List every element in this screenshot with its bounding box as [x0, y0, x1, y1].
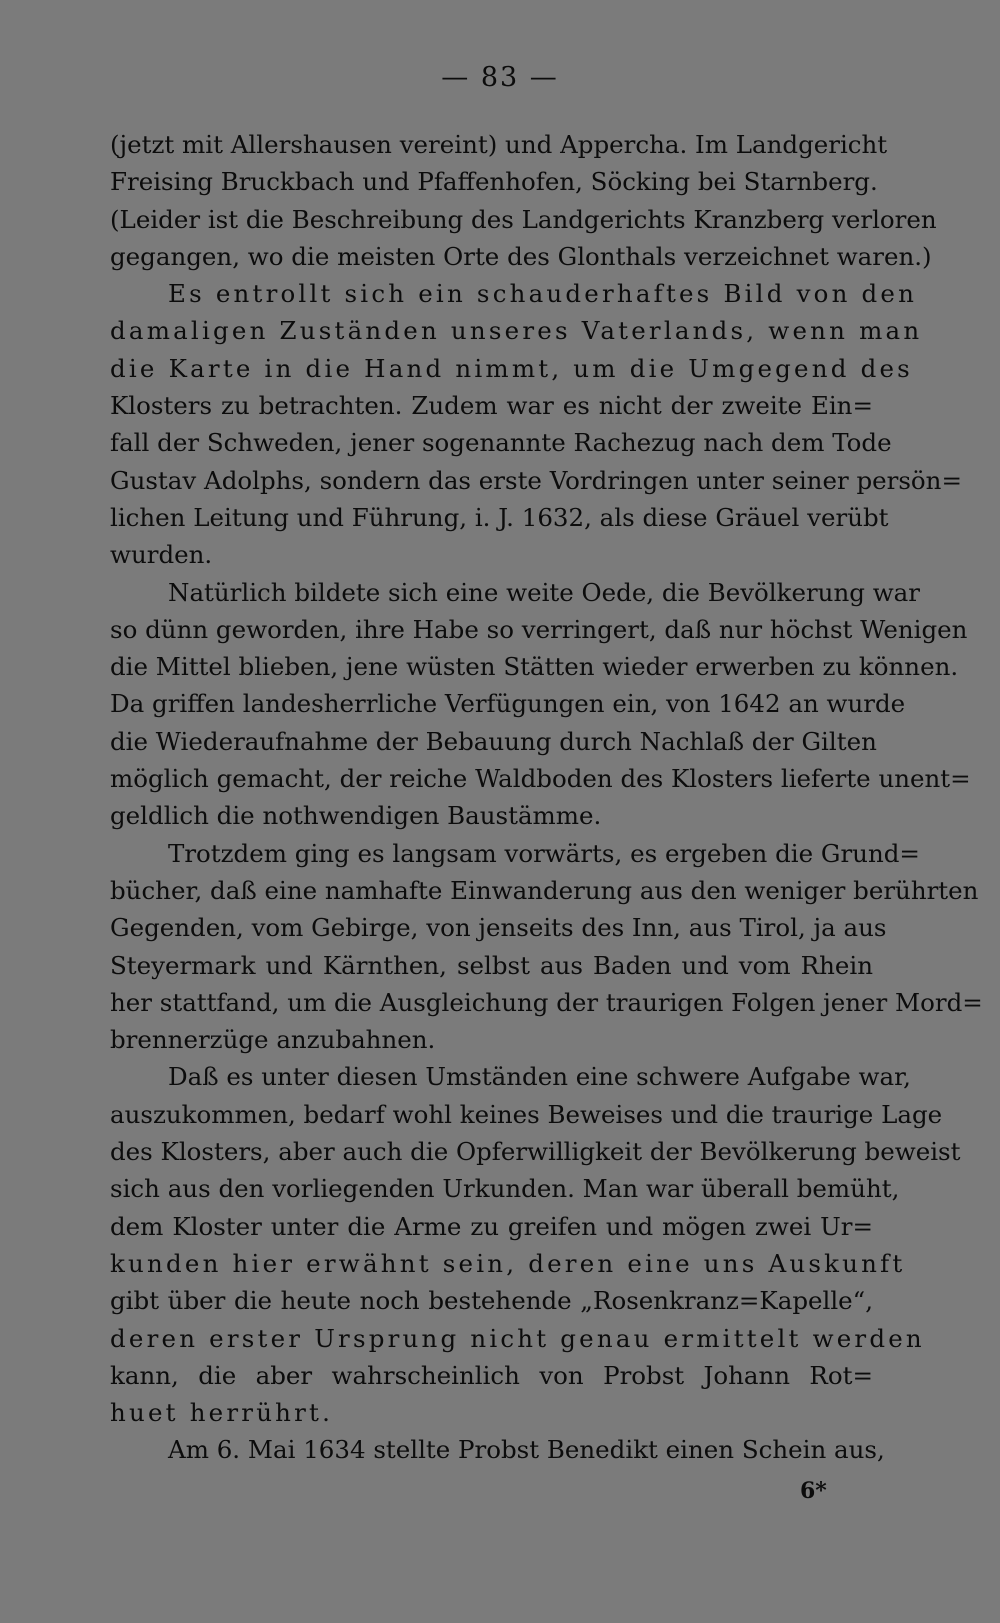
- text-line: kann, die aber wahrscheinlich von Probst Johann Rot=: [110, 1360, 873, 1390]
- body-text: [110, 126, 983, 1469]
- text-line: die Mittel blieben, jene wüsten Stätten wieder erwerben zu können.: [110, 652, 959, 682]
- text-line: her stattfand, um die Ausgleichung der traurigen Folgen jener Mord=: [110, 987, 983, 1017]
- text-line: damaligen Zuständen unseres Vaterlands, wenn man: [110, 316, 923, 346]
- text-line: Freising Bruckbach und Pfaffenhofen, Söcking bei Starnberg.: [110, 167, 878, 197]
- text-line: gegangen, wo die meisten Orte des Glonthals verzeichnet waren.): [110, 241, 932, 271]
- text-line: Klosters zu betrachten. Zudem war es nicht der zweite Ein=: [110, 391, 873, 421]
- text-line: (Leider ist die Beschreibung des Landgerichts Kranzberg verloren: [110, 204, 937, 234]
- text-line: sich aus den vorliegenden Urkunden. Man war überall bemüht,: [110, 1174, 900, 1204]
- text-line: deren erster Ursprung nicht genau ermittelt werden: [110, 1323, 925, 1353]
- text-line: auszukommen, bedarf wohl keines Beweises und die traurige Lage: [110, 1099, 943, 1129]
- text-line: Trotzdem ging es langsam vorwärts, es ergeben die Grund=: [168, 838, 920, 868]
- text-line: bücher, daß eine namhafte Einwanderung aus den weniger berührten: [110, 875, 979, 905]
- text-line: kunden hier erwähnt sein, deren eine uns Auskunft: [110, 1248, 906, 1278]
- text-line: Daß es unter diesen Umständen eine schwere Aufgabe war,: [168, 1062, 911, 1092]
- text-line: Gegenden, vom Gebirge, von jenseits des Inn, aus Tirol, ja aus: [110, 913, 887, 943]
- text-line: die Karte in die Hand nimmt, um die Umgegend des: [110, 353, 913, 383]
- signature-mark: 6*: [800, 1478, 827, 1504]
- text-line: die Wiederaufnahme der Bebauung durch Nachlaß der Gilten: [110, 726, 877, 756]
- text-line: Da griffen landesherrliche Verfügungen ein, von 1642 an wurde: [110, 689, 906, 719]
- text-line: Natürlich bildete sich eine weite Oede, die Bevölkerung war: [168, 577, 920, 607]
- text-line: brennerzüge anzubahnen.: [110, 1025, 436, 1055]
- text-line: Es entrollt sich ein schauderhaftes Bild von den: [168, 279, 918, 309]
- text-line: möglich gemacht, der reiche Waldboden des Klosters lieferte unent=: [110, 764, 971, 794]
- text-line: Am 6. Mai 1634 stellte Probst Benedikt einen Schein aus,: [168, 1435, 885, 1465]
- text-line: (jetzt mit Allershausen vereint) und Appercha. Im Landgericht: [110, 130, 888, 159]
- page-number: — 83 —: [441, 62, 559, 93]
- text-line: Gustav Adolphs, sondern das erste Vordringen unter seiner persön=: [110, 465, 962, 495]
- text-line: fall der Schweden, jener sogenannte Rachezug nach dem Tode: [110, 428, 892, 458]
- text-line: dem Kloster unter die Arme zu greifen und mögen zwei Ur=: [110, 1211, 873, 1241]
- text-line: gibt über die heute noch bestehende „Rosenkranz=Kapelle“,: [110, 1286, 873, 1316]
- text-line: so dünn geworden, ihre Habe so verringert, daß nur höchst Wenigen: [110, 614, 968, 644]
- text-line: wurden.: [110, 540, 213, 570]
- text-line: des Klosters, aber auch die Opferwilligkeit der Bevölkerung beweist: [110, 1137, 961, 1167]
- text-line: Steyermark und Kärnthen, selbst aus Baden und vom Rhein: [110, 950, 873, 980]
- text-line: lichen Leitung und Führung, i. J. 1632, als diese Gräuel verübt: [110, 502, 889, 532]
- text-line: geldlich die nothwendigen Baustämme.: [110, 801, 602, 831]
- text-line: huet herrührt.: [110, 1398, 334, 1428]
